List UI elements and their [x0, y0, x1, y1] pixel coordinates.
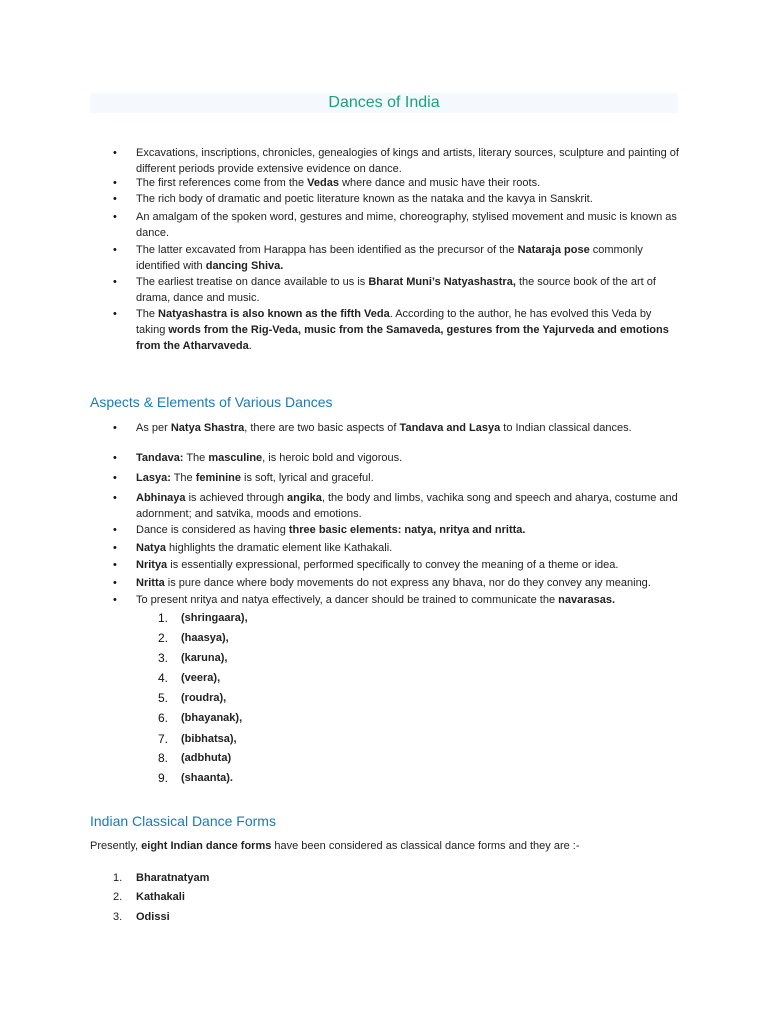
- list-item-text: (adbhuta): [181, 752, 232, 764]
- bold-text: words from the Rig-Veda, music from the Samaveda, gestures from the Yajurveda and emotions from the Atharvaveda: [136, 324, 669, 352]
- text: Excavations, inscriptions, chronicles, genealogies of kings and artists, literary sources, sculpture and painting of different periods provide extensive evidence on dance.: [136, 147, 679, 175]
- text: The earliest treatise on dance available to us is: [136, 276, 369, 288]
- bullet-icon: •: [113, 147, 117, 159]
- bold-text: three basic elements: natya, nritya and nritta.: [288, 524, 526, 536]
- text: have been considered as classical dance forms and they are :-: [271, 840, 580, 852]
- list-item-text: (veera),: [181, 672, 221, 684]
- text: is soft, lyrical and graceful.: [240, 472, 374, 484]
- text: is pure dance where body movements do not express any bhava, nor do they convey any meaning.: [164, 577, 651, 589]
- list-item-text: [136, 540, 681, 556]
- bold-text: feminine: [195, 472, 241, 484]
- bold-text: Tandava and Lasya: [399, 422, 501, 434]
- text: The: [170, 472, 196, 484]
- list-item-text: [136, 209, 681, 241]
- list-item-text: [136, 470, 681, 486]
- text: the source book of the art of drama, dance and music.: [136, 276, 656, 304]
- bullet-icon: •: [113, 524, 117, 536]
- heading-forms: Indian Classical Dance Forms: [90, 813, 276, 829]
- list-number: 7.: [158, 732, 169, 746]
- bullet-icon: •: [113, 559, 117, 571]
- text: , there are two basic aspects of: [244, 422, 400, 434]
- list-item-text: [136, 191, 681, 207]
- list-item-text: [136, 175, 681, 191]
- text: The latter excavated from Harappa has been identified as the precursor of the: [136, 244, 518, 256]
- bullet-icon: •: [113, 472, 117, 484]
- list-item-text: Kathakali: [136, 891, 185, 903]
- list-number: 4.: [158, 671, 169, 685]
- list-item-text: (shringaara),: [181, 612, 248, 624]
- bold-text: Natyashastra is also known as the fifth Veda: [158, 308, 390, 320]
- bold-text: Abhinaya: [136, 492, 186, 504]
- bullet-icon: •: [113, 452, 117, 464]
- bold-text: Nataraja pose: [517, 244, 590, 256]
- text: , the body and limbs, vachika song and speech and aharya, costume and adornment; and satvika, moods and emotions.: [136, 492, 678, 520]
- list-item-text: (roudra),: [181, 692, 227, 704]
- bullet-icon: •: [113, 308, 117, 320]
- bold-text: Natya Shastra: [170, 422, 245, 434]
- bold-text: Lasya:: [136, 472, 171, 484]
- list-item-text: [136, 592, 681, 608]
- text: To present nritya and natya effectively, a dancer should be trained to communicate the: [136, 594, 559, 606]
- bold-text: Vedas: [307, 177, 339, 189]
- bold-text: angika: [287, 492, 322, 504]
- bold-text: navarasas.: [558, 594, 616, 606]
- text: is achieved through: [185, 492, 288, 504]
- bold-text: Bharat Muni’s Natyashastra,: [368, 276, 516, 288]
- title-bar: [90, 93, 678, 113]
- bullet-icon: •: [113, 542, 117, 554]
- list-item-text: (shaanta).: [181, 772, 233, 784]
- bold-text: dancing Shiva.: [205, 260, 284, 272]
- forms-intro: [90, 838, 690, 854]
- list-number: 3.: [158, 651, 169, 665]
- text: to Indian classical dances.: [500, 422, 632, 434]
- text: Presently,: [90, 840, 142, 852]
- text: . According to the author, he has evolved this Veda by taking: [136, 308, 652, 336]
- heading-aspects: Aspects & Elements of Various Dances: [90, 394, 333, 410]
- list-item-text: [136, 242, 681, 274]
- bullet-icon: •: [113, 422, 117, 434]
- list-item-text: [136, 557, 681, 573]
- text: commonly identified with: [136, 244, 643, 272]
- list-item-text: [136, 490, 681, 522]
- list-number: 2.: [113, 891, 123, 903]
- bullet-icon: •: [113, 177, 117, 189]
- list-number: 6.: [158, 711, 169, 725]
- text: where dance and music have their roots.: [338, 177, 541, 189]
- list-number: 1.: [158, 611, 169, 625]
- list-item-text: (haasya),: [181, 632, 229, 644]
- list-number: 3.: [113, 911, 123, 923]
- bullet-icon: •: [113, 244, 117, 256]
- bold-text: Nritya: [136, 559, 168, 571]
- list-item-text: [136, 575, 681, 591]
- list-number: 8.: [158, 751, 169, 765]
- text: The first references come from the: [136, 177, 308, 189]
- list-item-text: [136, 420, 681, 436]
- list-number: 1.: [113, 872, 123, 884]
- bold-text: eight Indian dance forms: [141, 840, 272, 852]
- list-item-text: [136, 274, 681, 306]
- bullet-icon: •: [113, 577, 117, 589]
- text: , is heroic bold and vigorous.: [262, 452, 403, 464]
- text: The: [136, 308, 159, 320]
- page-title: Dances of India: [328, 94, 440, 111]
- list-item-text: [136, 306, 681, 354]
- text: .: [248, 340, 252, 352]
- bullet-icon: •: [113, 594, 117, 606]
- text: is essentially expressional, performed specifically to convey the meaning of a theme or idea.: [167, 559, 619, 571]
- text: Dance is considered as having: [136, 524, 289, 536]
- list-item-text: [136, 145, 681, 177]
- bullet-icon: •: [113, 492, 117, 504]
- list-item-text: Bharatnatyam: [136, 872, 210, 884]
- text: The rich body of dramatic and poetic literature known as the nataka and the kavya in Sanskrit.: [136, 193, 593, 205]
- bullet-icon: •: [113, 193, 117, 205]
- text: As per: [136, 422, 171, 434]
- list-item-text: [136, 450, 681, 466]
- list-item-text: [136, 522, 681, 538]
- text: highlights the dramatic element like Kathakali.: [165, 542, 393, 554]
- list-item-text: (bhayanak),: [181, 712, 243, 724]
- list-number: 9.: [158, 771, 169, 785]
- text: An amalgam of the spoken word, gestures and mime, choreography, stylised movement and music is known as dance.: [136, 211, 677, 239]
- list-item-text: (bibhatsa),: [181, 733, 237, 745]
- list-item-text: (karuna),: [181, 652, 228, 664]
- bold-text: masculine: [208, 452, 263, 464]
- list-number: 5.: [158, 691, 169, 705]
- bullet-icon: •: [113, 211, 117, 223]
- list-item-text: Odissi: [136, 911, 170, 923]
- bullet-icon: •: [113, 276, 117, 288]
- text: The: [183, 452, 209, 464]
- bold-text: Natya: [136, 542, 166, 554]
- bold-text: Nritta: [136, 577, 165, 589]
- list-number: 2.: [158, 631, 169, 645]
- bold-text: Tandava:: [136, 452, 184, 464]
